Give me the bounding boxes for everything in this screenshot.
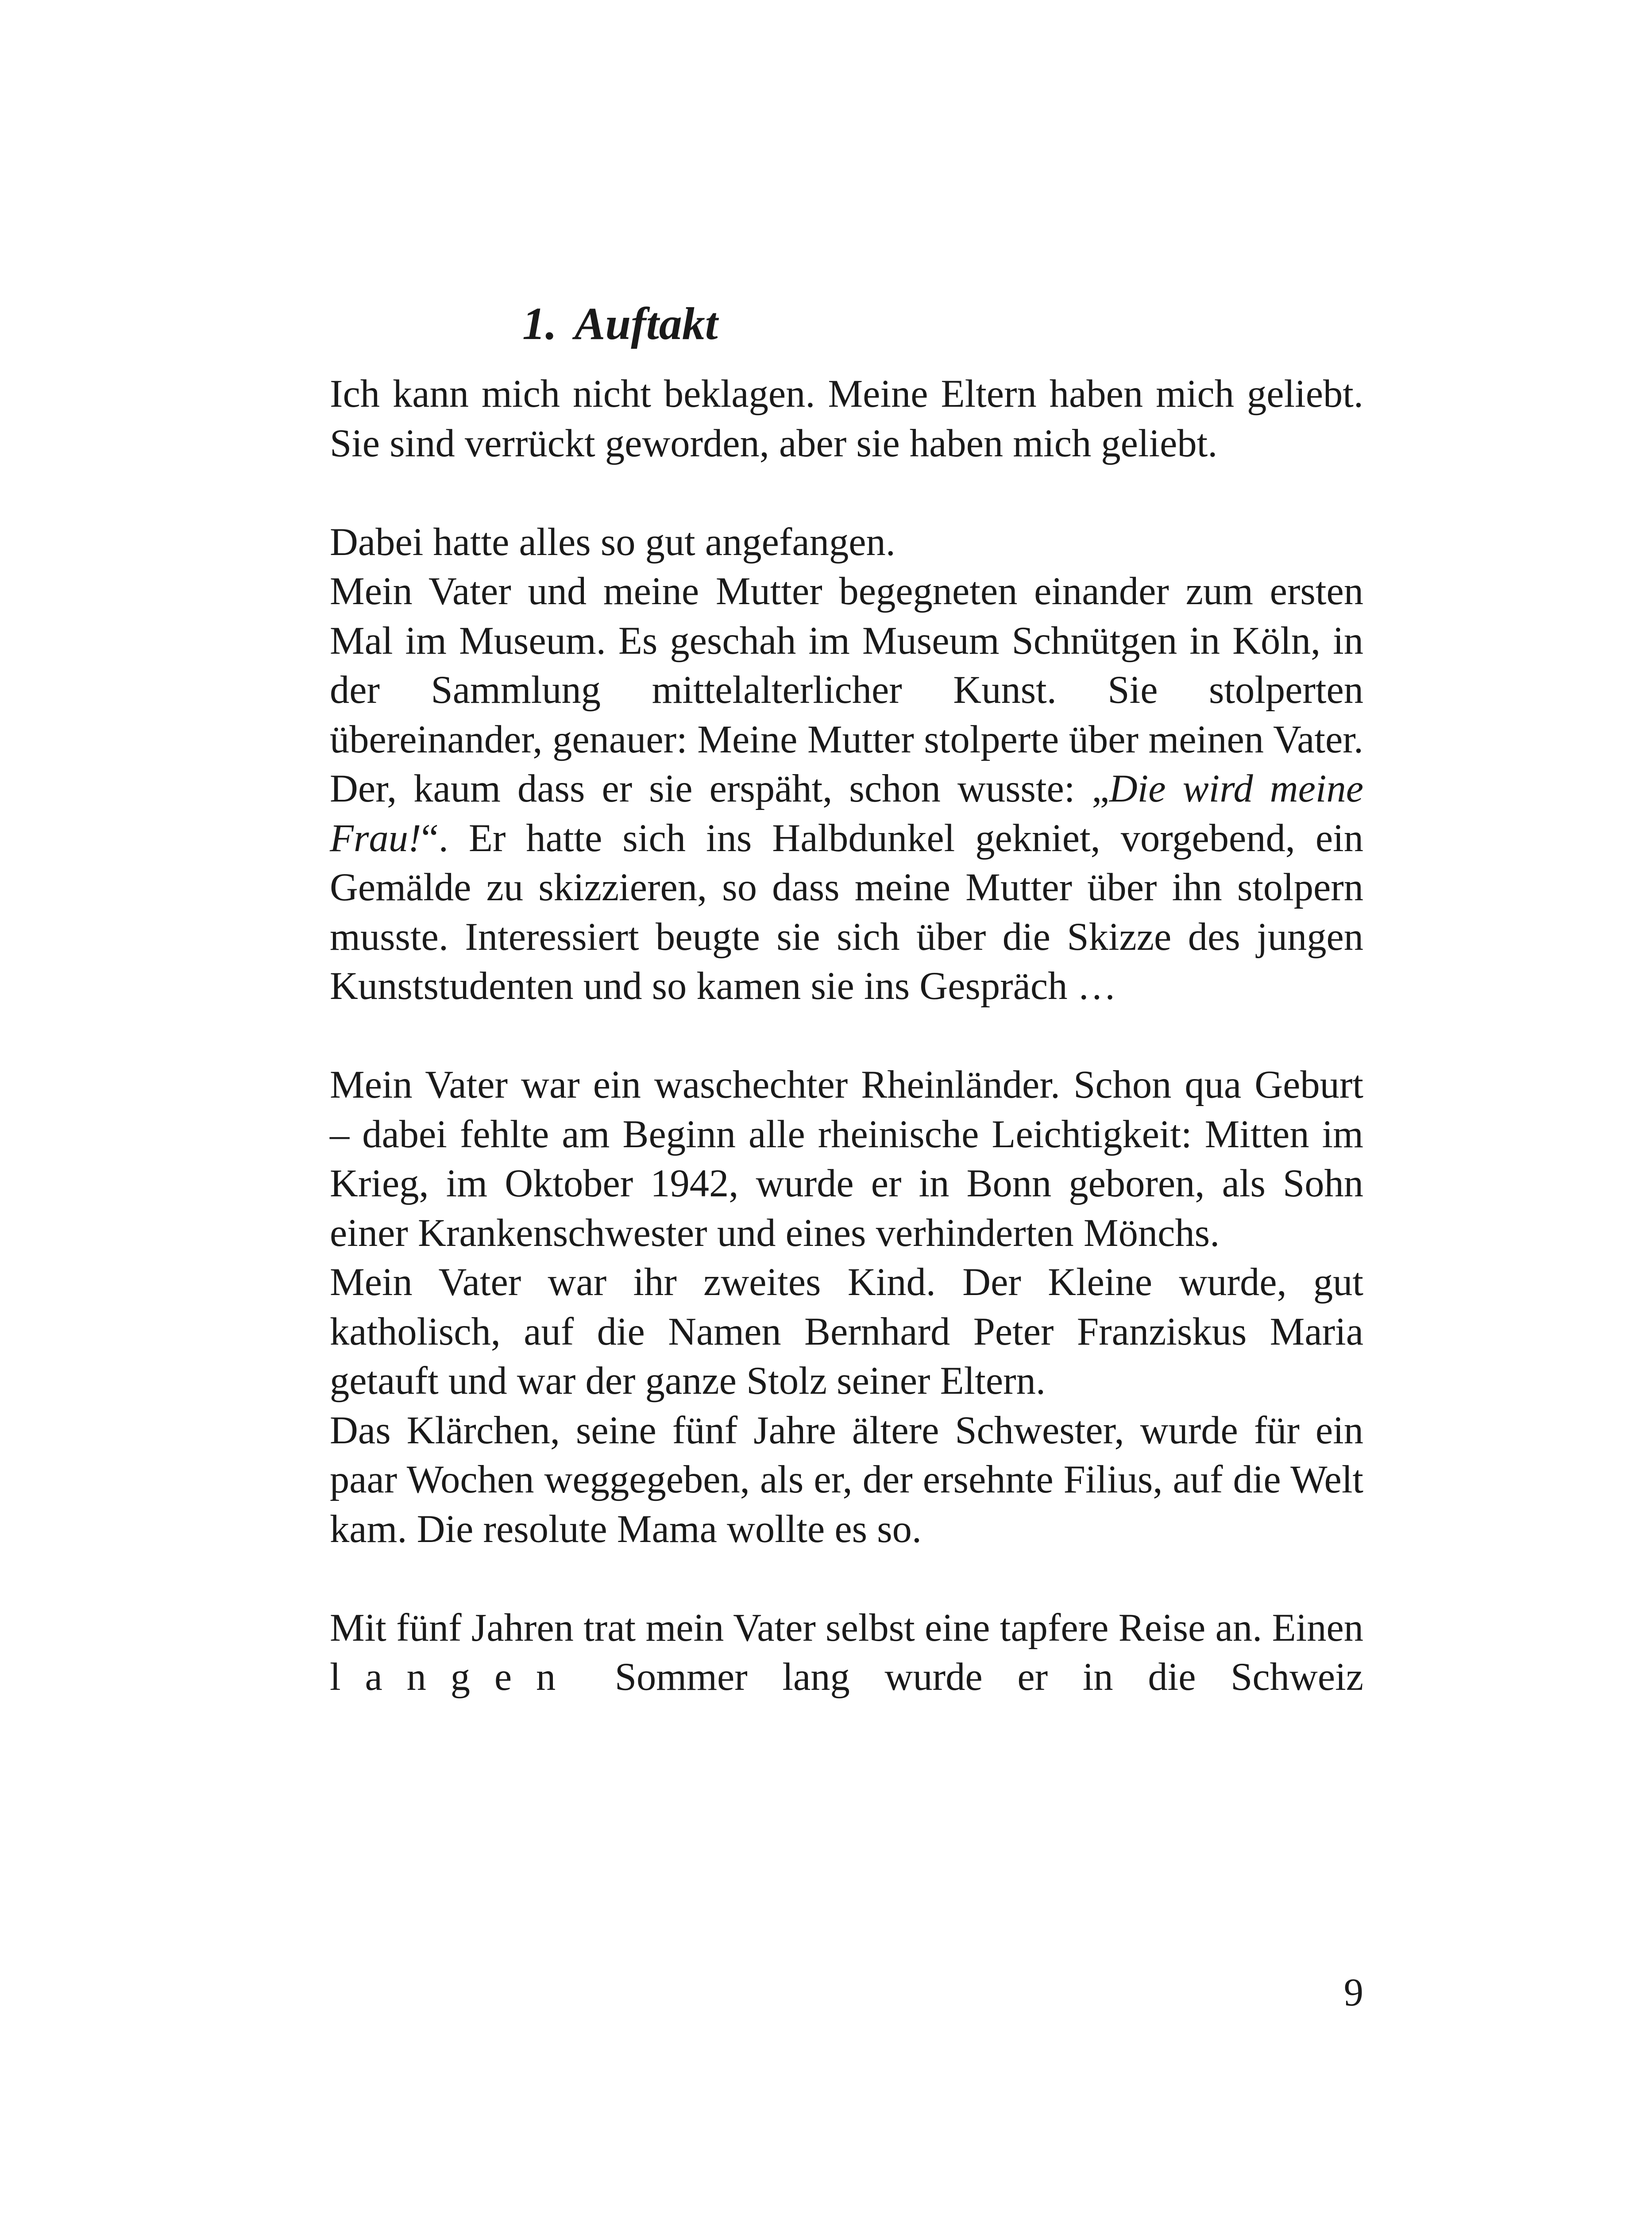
paragraph (330, 1604, 1363, 1702)
chapter-title: Auftakt (575, 298, 718, 349)
chapter-body (330, 370, 1363, 1702)
paragraph: Mein Vater war ein waschechter Rheinländer. Schon qua Geburt – dabei fehlte am Beginn alle rheinische Leichtigkeit: Mitten im Krieg, im Oktober 1942, wurde er in Bonn geboren, als Sohn einer Krankenschwester und eines verhinderten Mönchs. (330, 1063, 1363, 1255)
italic-quote: Die wird meine Frau! (330, 767, 1363, 860)
chapter-heading (522, 298, 718, 349)
paragraph: Dabei hatte alles so gut angefangen. (330, 520, 895, 564)
paragraph: Mein Vater war ihr zweites Kind. Der Kleine wurde, gut katholisch, auf die Namen Bernhard Peter Franziskus Maria getauft und war der ganze Stolz seiner Eltern. (330, 1261, 1363, 1403)
chapter-number: 1. (522, 298, 557, 349)
paragraph (330, 567, 1363, 1011)
paragraph-text: Sommer lang wurde er in die Schweiz (580, 1655, 1363, 1699)
spaced-word: langen (330, 1655, 580, 1699)
paragraph: Das Klärchen, seine fünf Jahre ältere Schwester, wurde für ein paar Wochen weggegeben, als er, der ersehnte Filius, auf die Welt kam. Die resolute Mama wollte es so. (330, 1408, 1363, 1551)
paragraph: Ich kann mich nicht beklagen. Meine Eltern haben mich geliebt. Sie sind verrückt geworden, aber sie haben mich geliebt. (330, 372, 1363, 465)
paragraph-text: “. Er hatte sich ins Halbdunkel gekniet, vorgebend, ein Gemälde zu skizzieren, so dass meine Mutter über ihn stolpern musste. Interessiert beugte sie sich über die Skizze des jungen Kunststudenten und so kamen sie ins Gespräch … (330, 816, 1363, 1008)
paragraph-text: Mit fünf Jahren trat mein Vater selbst eine tapfere Reise an. Einen (330, 1606, 1363, 1650)
page-number: 9 (1343, 1971, 1363, 2014)
paragraph-text: Mein Vater und meine Mutter begegneten einander zum ersten Mal im Museum. Es geschah im Museum Schnütgen in Köln, in der Sammlung mittelalterlicher Kunst. Sie stolperten übereinander, genauer: Meine Mutter stolperte über meinen Vater. Der, kaum dass er sie erspäht, schon wusste: „ (330, 570, 1363, 810)
